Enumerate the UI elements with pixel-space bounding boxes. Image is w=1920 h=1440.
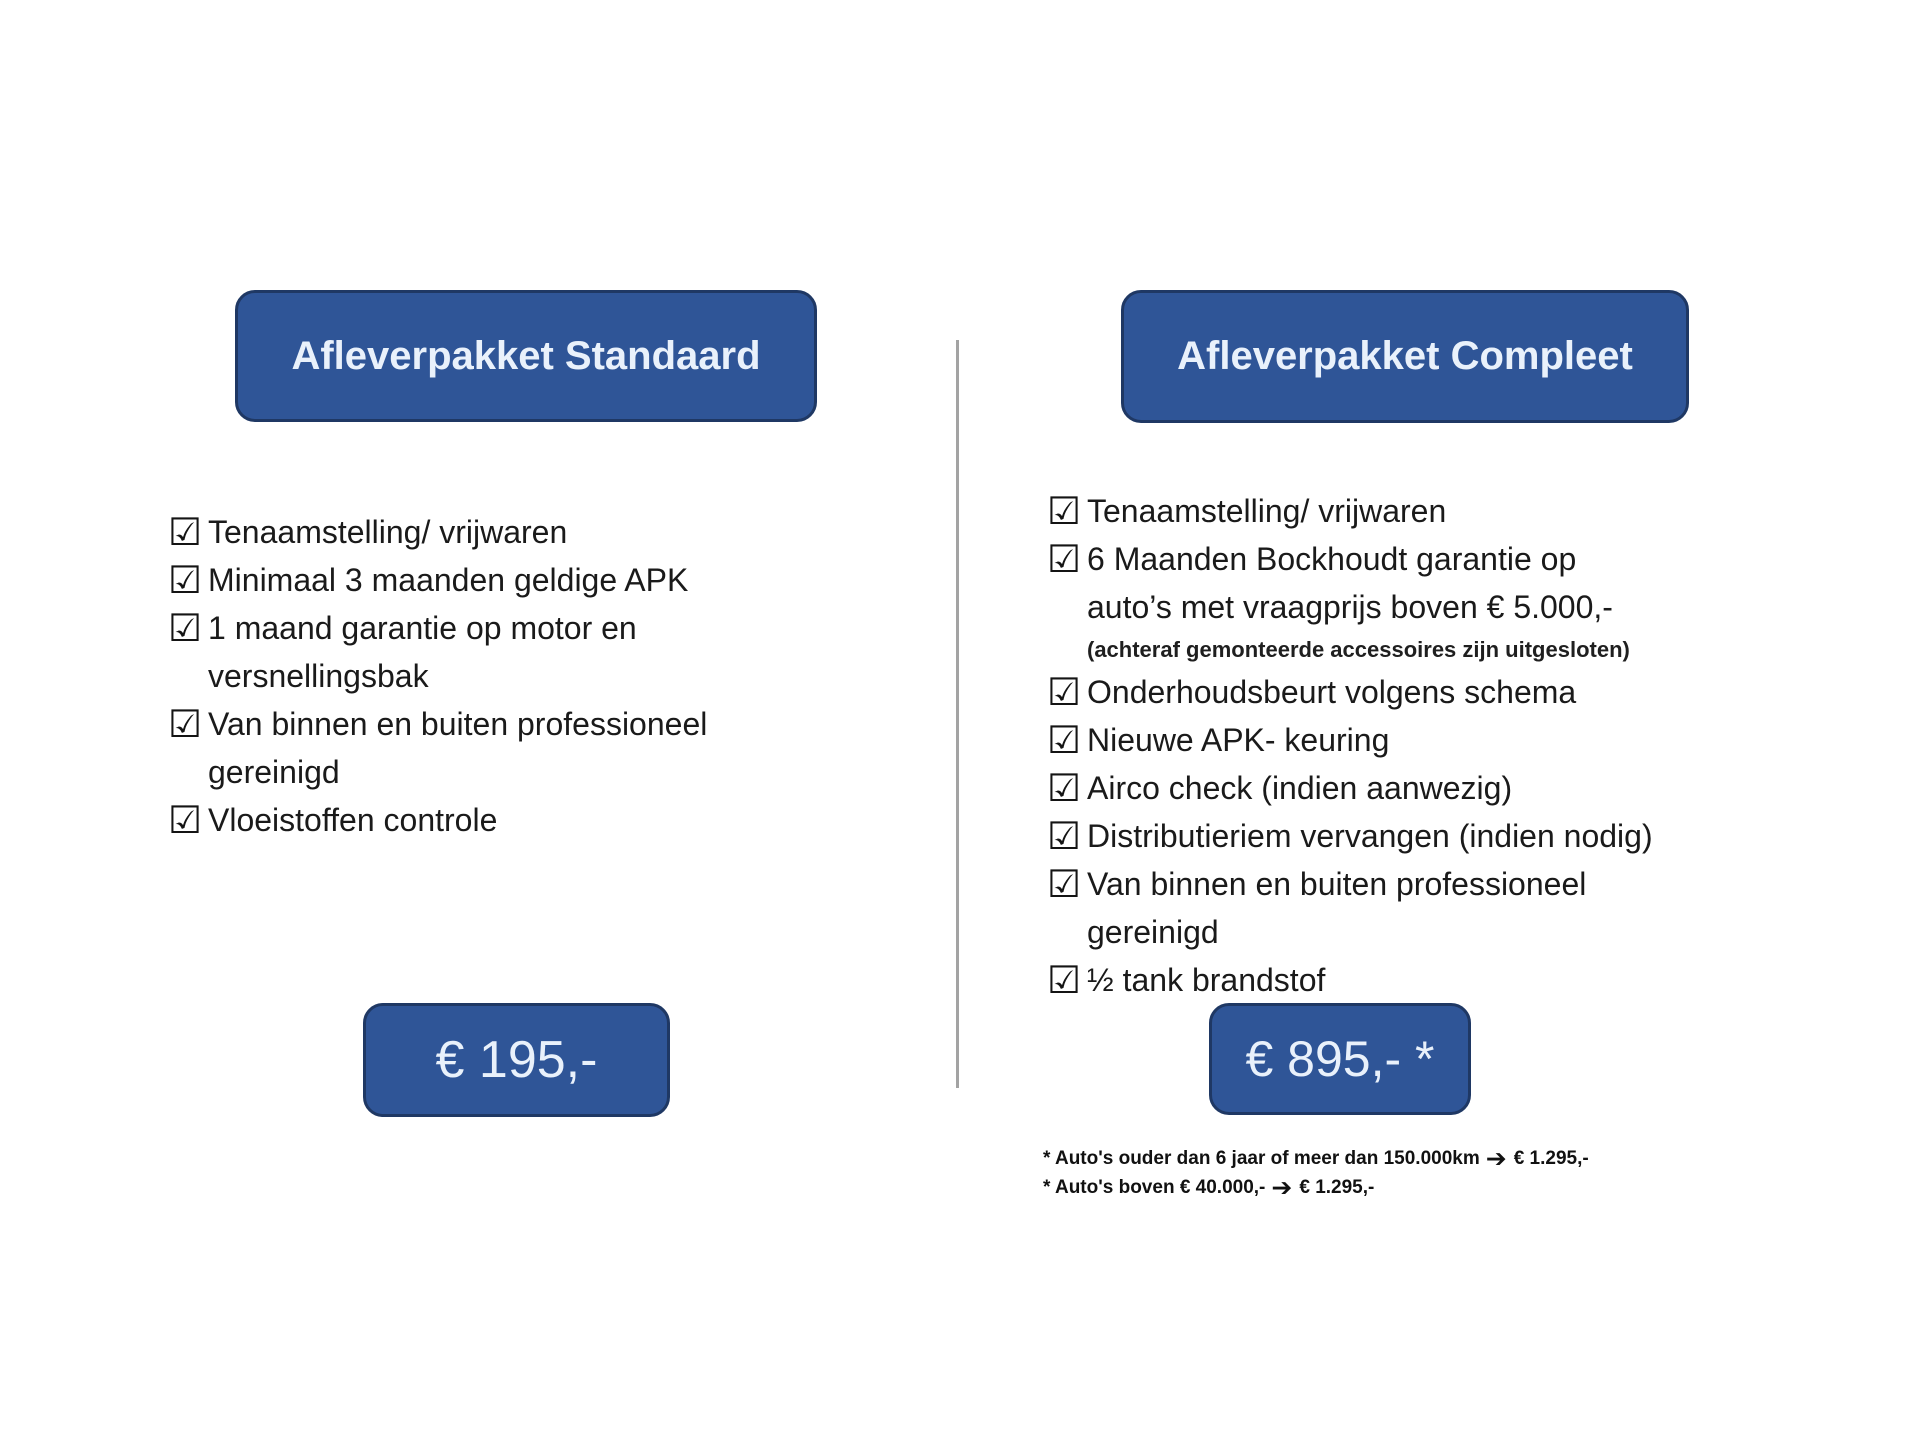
- item-line: auto’s met vraagprijs boven € 5.000,-: [1087, 589, 1613, 625]
- checklist-item: [1047, 487, 1807, 535]
- compleet-header-box: [1121, 290, 1689, 423]
- checklist-item: [1047, 812, 1807, 860]
- arrow-right-icon: ➔: [1485, 1144, 1507, 1173]
- item-line: Vloeistoffen controle: [208, 802, 498, 838]
- item-line: Van binnen en buiten professioneel: [1087, 866, 1587, 902]
- standaard-price-box: [363, 1003, 670, 1117]
- checkbox-checked-icon: ☑: [1047, 718, 1082, 762]
- item-line: versnellingsbak: [208, 658, 429, 694]
- footnote-price: € 1.295,-: [1513, 1148, 1589, 1169]
- checklist-item: [168, 604, 868, 700]
- standaard-checklist: [168, 508, 868, 844]
- price-footnotes: [1043, 1144, 1589, 1202]
- checkbox-checked-icon: ☑: [168, 558, 203, 602]
- compleet-price: € 895,- *: [1245, 1031, 1435, 1087]
- footnote: [1043, 1173, 1589, 1202]
- footnote-text: * Auto's ouder dan 6 jaar of meer dan 150.000km: [1043, 1148, 1480, 1169]
- item-line: Tenaamstelling/ vrijwaren: [208, 514, 568, 550]
- item-line: ½ tank brandstof: [1087, 962, 1326, 998]
- checkbox-checked-icon: ☑: [168, 798, 203, 842]
- column-divider: [956, 340, 959, 1088]
- item-line: Airco check (indien aanwezig): [1087, 770, 1513, 806]
- checkbox-checked-icon: ☑: [168, 510, 203, 554]
- checklist-item: [168, 796, 868, 844]
- item-line: Minimaal 3 maanden geldige APK: [208, 562, 689, 598]
- item-line: gereinigd: [208, 754, 340, 790]
- item-line: 1 maand garantie op motor en: [208, 610, 637, 646]
- compleet-price-box: [1209, 1003, 1471, 1115]
- checklist-item: [1047, 535, 1807, 668]
- checkbox-checked-icon: ☑: [168, 702, 203, 746]
- item-line: Tenaamstelling/ vrijwaren: [1087, 493, 1447, 529]
- checklist-item: [1047, 716, 1807, 764]
- checklist-item: [1047, 764, 1807, 812]
- checkbox-checked-icon: ☑: [1047, 670, 1082, 714]
- checkbox-checked-icon: ☑: [1047, 958, 1082, 1002]
- standaard-title: Afleverpakket Standaard: [291, 333, 761, 378]
- footnote: [1043, 1144, 1589, 1173]
- arrow-right-icon: ➔: [1271, 1173, 1293, 1202]
- checkbox-checked-icon: ☑: [1047, 489, 1082, 533]
- checkbox-checked-icon: ☑: [168, 606, 203, 650]
- compleet-title: Afleverpakket Compleet: [1177, 334, 1633, 378]
- checkbox-checked-icon: ☑: [1047, 862, 1082, 906]
- item-line: Nieuwe APK- keuring: [1087, 722, 1390, 758]
- standaard-price: € 195,-: [435, 1031, 598, 1089]
- standaard-header-box: [235, 290, 817, 422]
- item-line: Onderhoudsbeurt volgens schema: [1087, 674, 1577, 710]
- checklist-item: [1047, 668, 1807, 716]
- checkbox-checked-icon: ☑: [1047, 814, 1082, 858]
- item-line: Distributieriem vervangen (indien nodig): [1087, 818, 1653, 854]
- item-note: (achteraf gemonteerde accessoires zijn uitgesloten): [1087, 637, 1630, 662]
- checkbox-checked-icon: ☑: [1047, 537, 1082, 581]
- item-line: 6 Maanden Bockhoudt garantie op: [1087, 541, 1577, 577]
- item-line: Van binnen en buiten professioneel: [208, 706, 708, 742]
- checklist-item: [168, 556, 868, 604]
- checkbox-checked-icon: ☑: [1047, 766, 1082, 810]
- item-line: gereinigd: [1087, 914, 1219, 950]
- checklist-item: [1047, 860, 1807, 956]
- checklist-item: [168, 700, 868, 796]
- checklist-item: [168, 508, 868, 556]
- compleet-checklist: [1047, 487, 1807, 1004]
- footnote-price: € 1.295,-: [1299, 1177, 1375, 1198]
- checklist-item: [1047, 956, 1807, 1004]
- footnote-text: * Auto's boven € 40.000,-: [1043, 1177, 1266, 1198]
